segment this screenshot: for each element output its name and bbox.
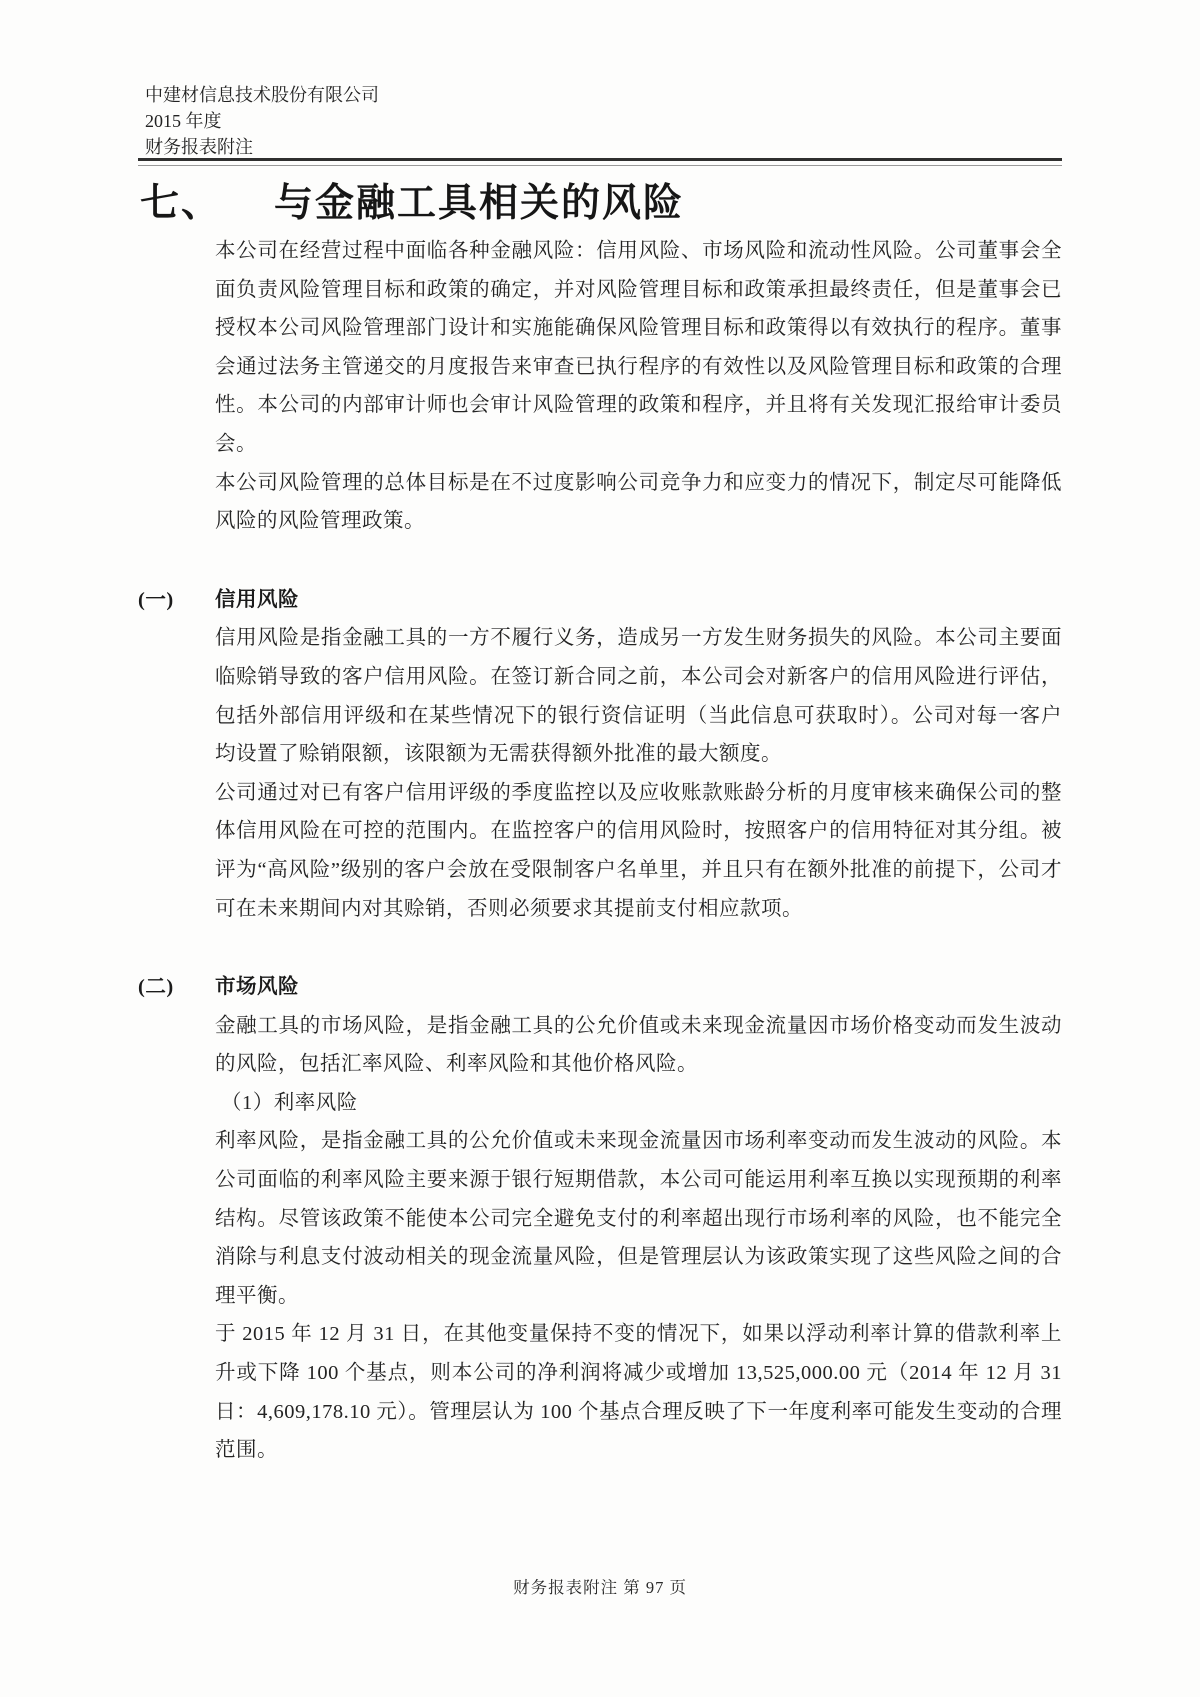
section-credit-label: (一): [138, 588, 174, 611]
interest-rate-subheading: （1）利率风险: [221, 1091, 358, 1114]
header-doc-type: 财务报表附注: [145, 137, 253, 157]
footer-page-label: 财务报表附注 第 97 页: [513, 1578, 687, 1597]
section-market-risk: [138, 968, 1062, 1470]
intro-paragraph-1: 本公司在经营过程中面临各种金融风险：信用风险、市场风险和流动性风险。公司董事会全面负责风险管理目标和政策的确定，并对风险管理目标和政策承担最终责任，但是董事会已授权本公司风险管理部门设计和实施能确保风险管理目标和政策得以有效执行的程序。董事会通过法务主管递交的月度报告来审查已执行程序的有效性以及风险管理目标和政策的合理性。本公司的内部审计师也会审计风险管理的政策和程序，并且将有关发现汇报给审计委员会。: [215, 240, 1062, 455]
header-fiscal-year: 2015 年度: [145, 111, 222, 131]
header-company-name: 中建材信息技术股份有限公司: [145, 85, 379, 105]
section-credit-risk: [138, 581, 1062, 928]
section-market-label: (二): [138, 976, 174, 999]
chapter-title-text: 与金融工具相关的风险: [274, 182, 685, 225]
intro-paragraph-2: 本公司风险管理的总体目标是在不过度影响公司竞争力和应变力的情况下，制定尽可能降低风险的风险管理政策。: [215, 471, 1062, 533]
credit-paragraph-2: 公司通过对已有客户信用评级的季度监控以及应收账款账龄分析的月度审核来确保公司的整体信用风险在可控的范围内。在监控客户的信用风险时，按照客户的信用特征对其分组。被评为“高风险”级别的客户会放在受限制客户名单里，并且只有在额外批准的前提下，公司才可在未来期间内对其赊销，否则必须要求其提前支付相应款项。: [215, 781, 1062, 920]
credit-paragraph-1: 信用风险是指金融工具的一方不履行义务，造成另一方发生财务损失的风险。本公司主要面临赊销导致的客户信用风险。在签订新合同之前，本公司会对新客户的信用风险进行评估，包括外部信用评级和在某些情况下的银行资信证明（当此信息可获取时）。公司对每一客户均设置了赊销限额，该限额为无需获得额外批准的最大额度。: [215, 627, 1062, 766]
section-credit-heading: 信用风险: [215, 588, 299, 611]
document-body: [138, 232, 1062, 1470]
page-header: [145, 82, 379, 160]
chapter-title: [140, 172, 684, 228]
market-paragraph-1: 金融工具的市场风险，是指金融工具的公允价值或未来现金流量因市场价格变动而发生波动的风险，包括汇率风险、利率风险和其他价格风险。: [215, 1014, 1062, 1076]
header-divider: [138, 158, 1062, 166]
chapter-number: 七、: [140, 182, 223, 225]
section-market-heading: 市场风险: [215, 976, 299, 999]
interest-paragraph-2: 于 2015 年 12 月 31 日，在其他变量保持不变的情况下，如果以浮动利率计算的借款利率上升或下降 100 个基点，则本公司的净利润将减少或增加 13,525,000.00 元（2014 年 12 月 31 日：4,609,178.10 元）。管理层认为 100 个基点合理反映了下一年度利率可能发生变动的合理范围。: [215, 1323, 1062, 1462]
page-footer: [0, 1574, 1200, 1598]
interest-paragraph-1: 利率风险，是指金融工具的公允价值或未来现金流量因市场利率变动而发生波动的风险。本公司面临的利率风险主要来源于银行短期借款，本公司可能运用利率互换以实现预期的利率结构。尽管该政策不能使本公司完全避免支付的利率超出现行市场利率的风险，也不能完全消除与利息支付波动相关的现金流量风险，但是管理层认为该政策实现了这些风险之间的合理平衡。: [215, 1130, 1062, 1307]
